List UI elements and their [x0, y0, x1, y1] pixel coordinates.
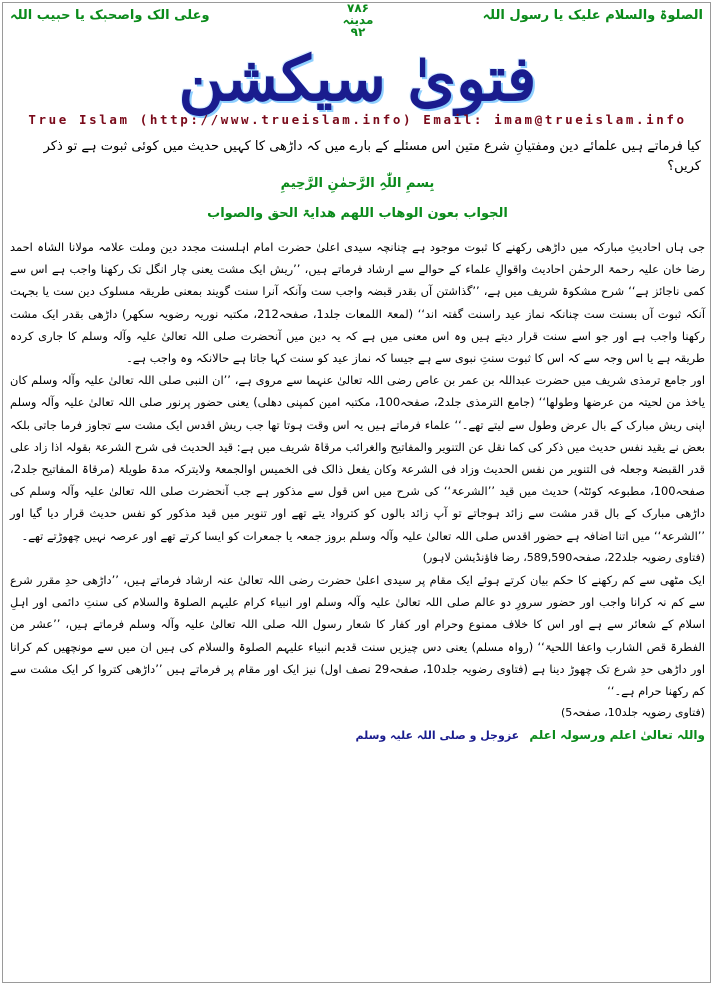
question-text: کیا فرماتے ہیں علمائے دین ومفتیانِ شرع متین اس مسئلے کے بارے میں کہ داڑھی کا کہیں حدیث میں کوئی ثبوت ہے تو ذکر کریں؟ [43, 139, 701, 174]
citation-fatawa-10: (فتاوی رضویہ جلد10، صفحہ5) [561, 706, 705, 720]
closing-text: واللہ تعالیٰ اعلم ورسولہ اعلم [529, 728, 705, 743]
answer-body [10, 236, 705, 748]
header-city: مدینہ [342, 13, 374, 27]
header-number-786: ۷۸۶ [347, 1, 369, 15]
closing-ornament: عزوجل و صلی اللہ علیہ وسلم [355, 729, 520, 743]
answer-paragraph-3: ایک مٹھی سے کم رکھنے کا حکم بیان کرتے ہوئے ایک مقام پر سیدی اعلیٰ حضرت رضی اللہ تعالیٰ عنہ ارشاد فرماتے ہیں، ’’داڑھی حدِ مقرر شرع سے کم نہ کرانا واجب اور حضور سرورِ دو عالم صلی اللہ تعالیٰ علیہ وآلہ وسلم اور انبیاء کرام علیہم الصلوۃ والسلام کی سنتِ دائمی اور اہلِ اسلام کے شعائر سے ہے اور اس کا خلاف ممنوع وحرام اور کفار کا شعار رسول اللہ صلی اللہ تعالیٰ علیہ وآلہ وسلم فرماتے ہیں، ’’عشر من الفطرۃ قص الشارب واعفا اللحیۃ‘‘ (رواہ مسلم) یعنی دس چیزیں سنت قدیم انبیاء علیہم الصلوۃ والسلام کی ہیں ان میں سے مونچھیں کم کرانا اور داڑھی حدِ شرع تک چھوڑ دینا ہے (فتاوی رضویہ جلد10، صفحہ29 نصف اول) نیز ایک اور مقام پر فرماتے ہیں ’’داڑھی کتروا کر ایک مشت سے کم رکھنا حرام ہے۔‘‘ [10, 573, 705, 699]
closing-line [10, 724, 705, 747]
header-salutation-left: وعلی الک واصحبک یا حبیب اللہ [10, 8, 210, 23]
answer-paragraph-1: جی ہاں احادیثِ مبارکہ میں داڑھی رکھنے کا ثبوت موجود ہے چنانچہ سیدی اعلیٰ حضرت امام اہلسنت مجدد دین وملت علامہ مولانا الشاہ احمد رضا خان علیہ رحمۃ الرحمٰن احادیث واقوالِ علماء کے حوالے سے ارشاد فرماتے ہیں، ’’ریش ایک مشت یعنی چار انگل تک رکھنا واجب ہے اس سے کمی ناجائز ہے‘‘ شرح مشکوۃ شریف میں ہے، ’’گذاشتن آں بقدر قبضہ واجب ست وآنکہ آنرا سنت گویند بمعنی طریقہ مسلوک دین ست یا بجہت آنکہ ثبوت آں بسنت ست چنانکہ نماز عید راسنت گفتہ اند‘‘ (لمعۃ اللمعات جلد1، صفحہ212، مکتبہ نوریہ رضویہ سکھر) داڑھی بقدر ایک مشت رکھنا واجب ہے اور جو اسے سنت قرار دیتے ہیں وہ اس معنی میں ہے کہ یہ دین میں آنحضرت صلی اللہ تعالیٰ علیہ وآلہ وسلم کا جاری کردہ طریقہ ہے یا اس وجہ سے کہ اس کا ثبوت سنتِ نبوی سے ہے جیسا کہ نماز عید کو سنت کہا جاتا ہے حالانکہ وہ واجب ہے۔ [10, 240, 705, 366]
page-title: فتویٰ سیکشن [178, 42, 537, 115]
answer-paragraph-2: اور جامع ترمذی شریف میں حضرت عبداللہ بن عمر بن عاص رضی اللہ تعالیٰ عنہما سے مروی ہے، ’’ان النبی صلی اللہ تعالیٰ علیہ وآلہ وسلم کان یاخذ من لحیتہ من عرضھا وطولھا‘‘ (جامع الترمذی جلد2، صفحہ100، مکتبہ امین کمپنی دھلی) یعنی حضور پرنور صلی اللہ تعالیٰ علیہ وآلہ وسلم اپنی ریش مبارک کے بال عرض وطول سے لیتے تھے۔‘‘ علماء فرماتے ہیں یہ اس وقت ہوتا تھا جب ریش اقدس ایک مشت سے تجاوز فرما جاتی بلکہ بعض نے یقید نفس حدیث میں ذکر کی کما نقل عن التنویر والمفاتیح والغرائب مرقاۃ شریف میں ہے: قید الحدیث فی شرح الشرعۃ بقولہ اذا زاد علی قدر القبضۃ وجعلہ فی التنویر من نفس الحدیث وزاد فی الشرعۃ وکان یفعل ذالک فی الخمیس اوالجمعۃ ولایترکہ مدۃ طویلۃ (مرقاۃ المفاتیح جلد2، صفحہ100، مطبوعہ کوئٹہ) حدیث میں قید ’’الشرعۃ‘‘ کی شرح میں اس قول سے مذکور ہے جب آنحضرت صلی اللہ تعالیٰ علیہ وآلہ وسلم کی داڑھی مبارک کے بال قدر مشت سے زائد ہوجاتے تو آپ زائد بالوں کو کترواد یتے تھے اور تنویر میں قید مذکور کو نفس حدیث قرار دیا گیا اور ’’الشرعۃ‘‘ میں اتنا اضافہ ہے حضور اقدس صلی اللہ تعالیٰ علیہ وآلہ وسلم بروز جمعہ یا جمعرات کو ایسا کرتے تھے اور عرصہ نہیں چھوڑتے تھے۔ [10, 373, 706, 543]
citation-fatawa-22: (فتاوی رضویہ جلد22، صفحہ589,590، رضا فاؤنڈیشن لاہور) [422, 550, 705, 564]
contact-line: True Islam (http://www.trueislam.info) Email: imam@trueislam.info [28, 112, 687, 127]
header-number-92: ۹۲ [350, 25, 366, 39]
header-salutation-right: الصلوۃ والسلام علیک یا رسول اللہ [482, 8, 703, 23]
bismillah: بِسمِ اللّٰہِ الرَّحمٰنِ الرَّحِیمِ [280, 176, 435, 191]
header-number-block [328, 2, 388, 38]
answer-heading: الجواب بعون الوھاب اللھم ھدایۃ الحق والصواب [207, 206, 508, 221]
